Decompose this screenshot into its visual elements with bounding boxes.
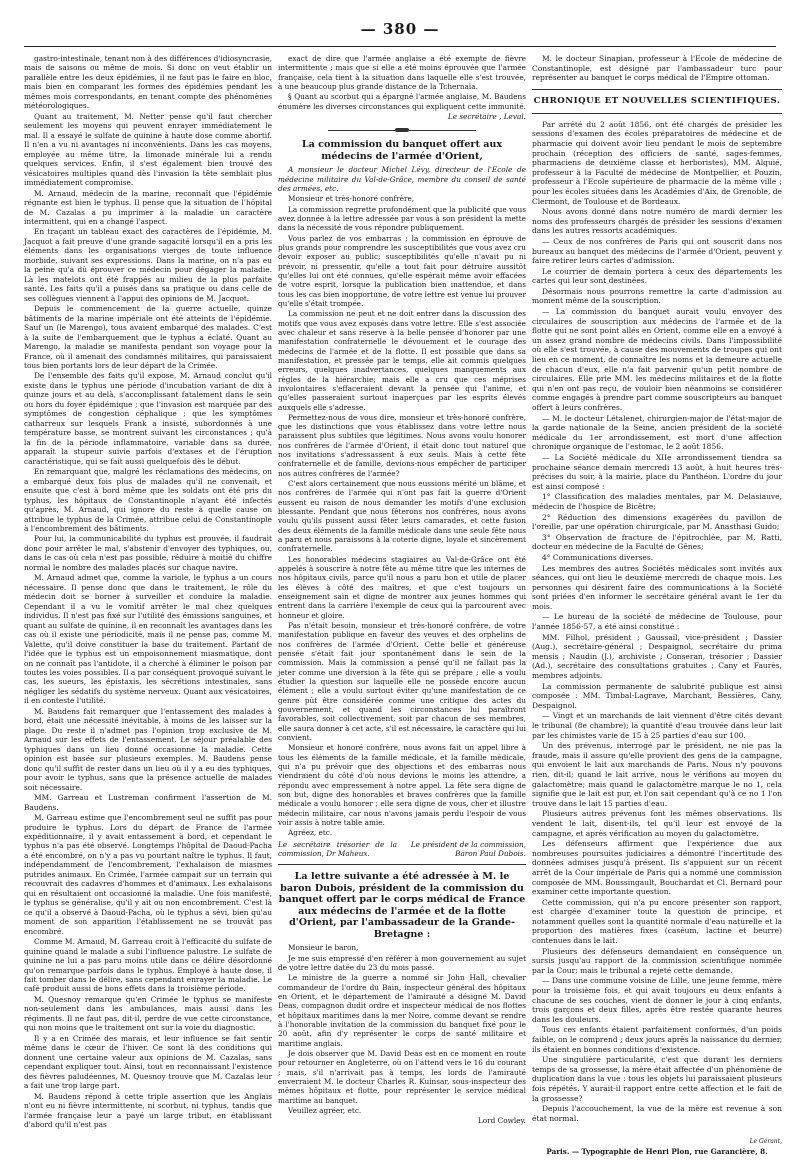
column-2-intro [278, 54, 526, 111]
commission-letter-body [278, 194, 526, 837]
paragraph: 3° Observation de fracture de l'épitrochlée, par M. Ratti, docteur en médecine de la Faculté de Gênes; [532, 532, 782, 552]
paragraph: Je dois observer que M. David Deas est en ce moment en route pour retourner en Angleterre, où on l'attend vers le 16 du courant ; mais, s'il n'arrivait pas à temps, les lords de l'amirauté enverraient M. le docteur Charles R. Kuinsar, sous-inspecteur des mêmes hôpitaux et flotte, pour représenter le service médical maritime au banquet. [278, 1048, 526, 1105]
signature-left: Le secrétaire trésorier de la commission, Dr Maheux. [278, 839, 398, 858]
paragraph: M. Arnaud, médecin de la marine, reconnaît que l'épidémie régnante est bien le typhus. Il pense que la situation de l'hôpital de M. Cazalas a pu imprimer à la maladie un caractère intermittent, qui en a changé l'aspect. [24, 188, 272, 226]
commission-letter-title: La commission du banquet offert aux médecins de l'armée d'Orient, [301, 139, 503, 162]
paragraph: Pour lui, la communicabilité du typhus est prouvée, il faudrait donc pour arrêter le mal, s'abstenir d'envoyer des typhiques, ou, dans le cas où cela n'est pas possible, réduire à moitié du chiffre normal le nombre des malades placés sur chaque navire. [24, 534, 272, 572]
paragraph: Pas n'était besoin, monsieur et très-honoré confrère, de votre manifestation publique en faveur des veuves et des orphelins de nos confrères de l'armée d'Orient. Cette belle et généreuse pensée s'était fait jour spontanément dans le sein de la commission. Mais la commission a pensé qu'il ne fallait pas la jeter comme une diversion à la fête qui se prépare ; elle a voulu étudier la question sur laquelle elle ne possède encore aucun élément ; elle a voulu surtout éviter qu'une manifestation de ce genre pût être considérée comme une critique des actes du gouvernement, et quand les circonstances lui paraîtront favorables, soit collectivement, soit par chacun de ses membres, elle saura donner à cet acte, s'il est nécessaire, le caractère qui lui convient. [278, 621, 527, 742]
paragraph: MM. Garreau et Lustreman confirment l'assertion de M. Baudens. [24, 793, 272, 812]
paragraph: — La commission du banquet aurait voulu envoyer des circulaires de souscription aux médecins de l'armée et de la flotte qui ne sont point allés en Orient, comme elle en a envoyé à un assez grand nombre de médecins civils. Dans l'impossibilité où elle s'est trouvée, à cause des mouvements de troupes qui ont lieu en ce moment, de connaître les noms et la demeure actuelle de chacun d'eux, elle n'a fait parvenir qu'un petit nombre de circulaires. Elle prie MM. les médecins militaires et de la flotte qui n'en ont pas reçu, de vouloir bien néanmoins se considérer comme engagés à prendre part comme souscripteurs au banquet offert à leurs confrères. [532, 307, 782, 412]
paragraph: Nous avons donné dans notre numéro de mardi dernier les noms des professeurs chargés de présider les sessions d'examen dans les autres ressorts académiques. [532, 207, 782, 236]
paragraph: Le courrier de demain portera à ceux des départements les cartes qui leur sont destinées. [532, 266, 782, 286]
paragraph: Il y a en Crimée des marais, et leur influence se fait sentir même dans le cœur de l'hiver. Ce sont là des conditions qui donnent une certaine valeur aux opinions de M. Cazalas, sans cependant expliquer tout. Ainsi, tout en reconnaissant l'existence des fièvres paludéennes, M. Quesnoy trouve que M. Cazalas leur a fait une trop large part. [24, 1033, 272, 1091]
paragraph: Permettez-nous de vous dire, monsieur et très-honoré confrère, que les distinctions que vous établissez dans votre lettre nous paraissent plus subtiles que légitimes. Nous avons voulu honorer nos confrères de l'armée d'Orient, il était donc tout naturel que nos invitations s'adressassent à eux seuls. Mais à cette fête confraternelle et de famille, devions-nous empêcher de participer nos autres confrères de l'armée? [278, 412, 526, 478]
column-3-intro: M. le docteur Sinapian, professeur à l'Ecole de médecine de Constantinople, est désigné par l'ambassadeur turc pour représenter au banquet le corps médical de l'Empire ottoman. [532, 54, 782, 83]
paragraph: Veuillez agréer, etc. [288, 1105, 362, 1115]
paragraph: — Le bureau de la société de médecine de Toulouse, pour l'année 1856-57, a été ainsi constitué : [532, 612, 782, 632]
british-letter-signature: Lord Cowley. [477, 1116, 526, 1126]
paragraph: M. Arnaud admet que, comme la variole, le typhus a un cours nécessaire. Il pense donc que dans le traitement, le rôle du médecin doit se borner à surveiller et conduire la maladie. Cependant il a vu le vomitif arrêter le mal chez quelques individus. Il n'est pas fixé sur l'utilité des émissions sanguines, et quant au sulfate de quinine, il en reconnaît les avantages dans les cas où il existe une périodicité, mais il ne pense pas, comme M. Valette, qu'il doive constituer la base du traitement. Partant de l'idée que le typhus est un empoisonnement miasmatique, dont on ne connaît pas l'antidote, il a cherché à éliminer le poison par toutes les voies possibles. Il a par conséquent provoqué suivant le cas, les sueurs, les épistaxis, les sécrétions intestinales, sans négliger les sédatifs du système nerveux. Quant aux vésicatoires, il en conteste l'utilité. [24, 573, 272, 706]
paragraph: Par arrêté du 2 août 1856, ont été chargés de présider les sessions d'examen des écoles préparatoires de médecine et de pharmacie qui doivent avoir lieu pendant le mois de septembre prochain (réception des officiers de santé, sages-femmes, pharmaciens de deuxième classe et herboristes), MM. Alquié, professeur à la Faculté de médecine de Montpellier, et Pouzin, professeur à l'Ecole supérieure de pharmacie de la même ville ; pour les écoles situées dans les Académies d'Aix, de Grenoble, de Clermont, de Toulouse et de Bordeaux. [532, 119, 782, 206]
paragraph: — Ceux de nos confrères de Paris qui ont souscrit dans nos bureaux au banquet des médecins de l'armée d'Orient, peuvent y faire retirer leurs cartes d'admission. [532, 236, 782, 266]
paragraph: La commission ne peut et ne doit entrer dans la discussion des motifs que vous avez exposés dans votre lettre. Elle s'est associée avec chaleur et sans réserve à la belle pensée d'honorer par une manifestation confraternelle le dévouement et le courage des médecins de l'armée et de la flotte. Il est possible que dans sa manifestation, et pressée par le temps, elle ait commis quelques erreurs, quelques inadvertances, quelques manquements aux règles de la hiérarchie; mais elle a cru que ces méprises involontaires s'effaceraient devant la pensée qui l'anime, et qu'elles passeraient surtout inaperçues par les esprits élevés auxquels elle s'adresse. [278, 309, 526, 412]
paragraph: C'est alors certainement que nous eussions mérité un blâme, et nos confrères de l'armée qui n'ont pas fait la guerre d'Orient eussent eu raison de nous demander les motifs d'une exclusion blessante. Pendant que nous fêterons nos confrères, nous avons voulu qu'ils pussent aussi fêter leurs camarades, et cette fusion des deux éléments de la famille médicale dans une seule fête nous a paru et nous paraissons à la coterie digne, loyale et sincèrement confraternelle. [278, 479, 526, 554]
paragraph: gastro-intestinale, tenant non à des différences d'idiosyncrasie, mais de saisons ou même de mois. Si donc on veut établir un parallèle entre les deux épidémies, il ne faut pas le faire en bloc, mais bien en comparant les formes des épidémies pendant les mêmes mois correspondants, en tenant compte des phénomènes météorologiques. [24, 54, 272, 111]
paragraph: Monsieur et honoré confrère, nous avons fait un appel libre à tous les éléments de la famille médicale, et la famille médicale, qui n'a pu prévoir que des objections et des embarras nous viendraient du côté d'où nous devions le moins les attendre, a répondu avec empressement à notre appel. La fête sera digne de son but, digne des honorables et braves confrères que la famille médicale a voulu honorer ; elle sera digne de vous, cher et illustre médecin militaire, car nous n'avons jamais perdu l'espoir de vous voir assis à notre table amie. [278, 743, 526, 827]
paragraph: Monsieur le baron, [288, 943, 359, 953]
paragraph: Vous parlez de vos embarras ; la commission en éprouve de plus grands pour comprendre les susceptibilités que vous avez cru devoir exposer au public; susceptibilités qu'elle n'avait pu ni prévoir, ni pressentir, qu'elle a tout fait pour détruire aussitôt qu'elles lui ont été connues, qu'elle espérait même avoir effacées de votre esprit, lorsque la publication bien inattendue, et dans tous les cas bien inopportune, de votre lettre est venue lui prouver qu'elle s'était trompée. [278, 233, 526, 308]
paragraph: Un des prévenus, interrogé par le président, ne nie pas la fraude, mais il assure qu'elle provient des gens de la campagne, qui envoient le lait aux marchands de Paris. Nous n'y pouvons rien, dit-il; quand le lait arrive, nous le vérifions au moyen du galactomètre; mais quand le galactomètre marque le no 1, cela signifie que le lait est pur, et l'on sait cependant qu'à ce no 1 l'on trouve dans le lait 15 parties d'eau. [532, 741, 782, 808]
secretary-signature: Le secrétaire , Leval. [447, 111, 526, 121]
paragraph: En remarquant que, malgré les réclamations des médecins, on a embarqué deux fois plus de malades qu'il ne convenait, et ensuite que c'est à bord même que les soldats ont été pris du typhus, les hôpitaux de Constantinople n'ayant été infectés qu'après, M. Arnaud, qui ignore du reste à quelle cause on attribue le typhus de la Crimée, attribue celui de Constantinople à l'encombrement des bâtiments. [24, 467, 272, 533]
paragraph: Depuis le commencement de la guerre actuelle, quinze bâtiments de la marine impériale ont été atteints de l'épidémie. Sauf un (le Marengo), tous avaient embarqué des malades. C'est à la suite de l'embarquement que le typhus a éclaté. Quant au Marengo, la maladie se manifesta pendant son voyage pour la France, où il amenait des condamnés militaires, qui paraissaient tous bien portants lors de leur départ de la Crimée. [24, 304, 272, 370]
paragraph: Agréez, etc. [288, 828, 333, 838]
chronicle-title: CHRONIQUE ET NOUVELLES SCIENTIFIQUES. [533, 95, 781, 106]
printer-line: Paris. — Typographie de Henri Plon, rue Garancière, 8. [546, 1147, 768, 1156]
paragraph: Les membres des autres Sociétés médicales sont invités aux séances, qui ont lieu le deuxième mercredi de chaque mois. Les personnes qui désirent faire des communications à la Société sont priées d'en informer le secrétaire général avant le 1er du mois. [532, 563, 782, 611]
page-footer [532, 1138, 782, 1156]
section-rule [278, 864, 526, 865]
paragraph: La commission permanente de salubrité publique est ainsi composée : MM. Timbal-Lagrave, Marchant, Bessières, Cany, Despaignol. [532, 681, 782, 710]
paragraph: MM. Filhol, président ; Gaussail, vice-président ; Dassier (Aug.), secrétaire-général ; Despaignol, secrétaire du prima mensis ; Naudin (J.), archiviste ; Conseran, trésorier ; Dassier (Ad.), secrétaire des consultations gratuites ; Cany et Faurès, membres adjoints. [532, 632, 782, 681]
paragraph: 4° Communications diverses. [542, 552, 654, 562]
paragraph: La commission regrette profondément que la publicité que vous avez donnée à la lettre adressée par vous à son président la mette dans la nécessité de vous répondre publiquement. [278, 204, 526, 233]
paragraph: — La Société médicale du XIIe arrondissement tiendra sa prochaine séance demain mercredi 13 août, à huit heures très-précises du soir, à la mairie, place du Panthéon. L'ordre du jour est ainsi composé : [532, 452, 782, 491]
paragraph: M. Baudens répond à cette triple assertion que les Anglais n'ont eu ni fièvre intermittente, ni scorbut, ni typhus, tandis que l'armée française leur a payé un large tribut, en établissant d'abord qu'il n'est pas [24, 1091, 272, 1130]
paragraph: — Dans une commune voisine de Lille, une jeune femme, mère pour la troisième fois, et qui avait toujours eu deux enfants à chacune de ses couches, vient de donner le jour à cinq enfants, trois garçons et deux filles, après être restée quarante heures dans les douleurs. [532, 976, 782, 1024]
paragraph: M. Quesnoy remarque qu'en Crimée le typhus se manifeste non-seulement dans les ambulances, mais aussi dans les régiments. Il ne faut pas, dit-il, perdre de vue cette circonstance, qui non moins que le traitement ont sur la voie du diagnostic. [24, 994, 272, 1033]
paragraph: Désormais nous pourrons remettre la carte d'admission au moment même de la souscription. [532, 286, 782, 306]
commission-letter-address: A monsieur le docteur Michel Lévy, directeur de l'Ecole de médecine militaire du Val-de-Grâce, membre du conseil de santé des armées, etc. [278, 165, 526, 193]
paragraph: Cette commission, qui n'a pu encore présenter son rapport, est chargée d'examiner toute la question de principe, et notamment quelles sont la quantité normale d'eau naturelle et la proportion des matières fixes (caséum, lactine et beurre) contenues dans le lait. [532, 897, 782, 946]
section-divider [328, 127, 476, 133]
paragraph: exact de dire que l'armée anglaise a été exempte de fièvre intermittente ; mais que si elle a été moins éprouvée que l'armée française, cela tient à la situation dans laquelle elle s'est trouvée, à une beaucoup plus grande distance de la Tchernaïa. [278, 54, 526, 91]
paragraph: Tous ces enfants étaient parfaitement conformés, d'un poids faible, on le comprend ; deux jours après la naissance du dernier, ils étaient en bonnes conditions d'existence. [532, 1025, 782, 1054]
commission-signatures [278, 840, 526, 859]
column-1 [24, 54, 272, 1131]
paragraph: Les honorables médecins stagiaires au Val-de-Grâce ont été appelés à souscrire à notre fête au même titre que les internes de nos hôpitaux civils, parce qu'il nous a paru bon et utile de placer les élèves à côté des maîtres, et que c'est toujours un enseignement sain et digne de montrer aux jeunes hommes qui entrent dans la carrière l'exemple de ceux qui la parcourent avec honneur et gloire. [278, 554, 526, 620]
british-letter-title: La lettre suivante a été adressée à M. le baron Dubois, président de la commission du banquet offert par le corps médical de France aux médecins de l'armée et de la flotte d'Orient, par l'ambassadeur de la Grande-Bretagne : [278, 871, 526, 940]
paragraph: — M. le docteur Létalenet, chirurgien-major de l'état-major de la garde nationale de la Seine, ancien président de la société médicale du 1er arrondissement, est mort d'une affection chronique organique de l'estomac, le 2 août 1856. [532, 413, 782, 452]
paragraph: Les défenseurs affirment que l'expérience due aux nombreuses poursuites judiciaires a démontré l'incertitude des données admises jusqu'à présent. Ils s'appuient sur un récent arrêt de la Cour impériale de Paris qui a nommé une commission composée de MM. Boussingault, Bouchardat et Cl. Bernard pour examiner cette importante question. [532, 839, 782, 897]
signature-right: Le président de la commission, Baron Paul Dubois. [410, 839, 526, 858]
paragraph: 2° Réduction des dimensions exagérées du pavillon de l'oreille, par une opération chirurgicale, par M. Anasthasi Guido; [532, 512, 782, 532]
paragraph: De l'ensemble des faits qu'il expose, M. Arnaud conclut qu'il existe dans le typhus une période d'incubation variant de dix à quinze jours et au delà, s'accomplissant fatalement dans le sein ou hors du foyer épidémique ; que l'invasion est marquée par des symptômes de congestion céphalique ; que les symptômes catharreux sur lesquels Frank a insisté, subordonnés à une température basse, se montrent suivant les circonstances ; qu'à la fin de la période inflammatoire, variable dans sa durée, apparaît la stupeur suivie parfois d'extases et de l'éruption caractéristique, qui se fait aussi quelquefois dès le début. [24, 371, 272, 466]
column-3 [532, 54, 782, 1124]
paragraph: Depuis l'accouchement, la vue de la mère est revenue à son état normal. [532, 1104, 782, 1123]
paragraph: Monsieur et très-honoré confrère, [288, 194, 415, 204]
paragraph: § Quant au scorbut qui a épargné l'armée anglaise, M. Baudens énumère les diverses circonstances qui expliquent cette immunité. [278, 92, 526, 111]
paragraph: 1° Classification des maladies mentales, par M. Delasiauve, médecin de l'hospice de Bicêtre; [532, 492, 782, 511]
paragraph: Le ministre de la guerre a nommé sir John Hall, chevalier commandeur de l'ordre du Bain, inspecteur général des hôpitaux en Orient, et le département de l'amirauté a désigné M. David Deas, compagnon dudit ordre et inspecteur médical de nos flottes et hôpitaux maritimes dans la mer Noire, comme devant se rendre à l'honorable invitation de la commission du banquet fixé pour le 20 août, afin d'y représenter le corps de santé militaire et maritime anglais. [278, 973, 526, 1048]
paragraph: En traçant un tableau exact des caractères de l'épidémie, M. Jacquot a fait preuve d'une grande sagacité lorsqu'il en a pris les éléments dans les organisations vierges de toute influence morbide, suivant ses expressions. Dans la marine, on n'a pas eu la peine qu'a dû éprouver ce médecin pour dégager la maladie. Là les matelots ont été frappés au milieu de la plus parfaite santé. Les faits qu'il a puisés dans sa pratique ou dans celle de ses collègues viennent à l'appui des opinions de M. Jacquot. [24, 227, 272, 303]
page-number: — 380 — [360, 20, 440, 38]
paragraph: Quant au traitement, M. Netter pense qu'il faut chercher seulement les moyens qui peuvent enrayer immédiatement le mal. Il a essayé le sulfate de quinine à haute dose comme abortif. Il n'en a vu ni avantages ni inconvénients. Dans les cas moyens, employée au même titre, la limonade minérale lui a rendu quelques services. Enfin, il s'est également bien trouvé des vésicatoires multiples quand dès l'invasion la tête semblait plus immédiatement compromise. [24, 111, 272, 188]
column-2 [278, 54, 526, 1126]
paragraph: Une singulière particularité, c'est que durant les derniers temps de sa grossesse, la mère était affectée d'un phénomène de duplication dans la vue : tous les objets lui paraissaient plusieurs fois répétés. Y aurait-il rapport entre cette affection et le fait de la grossesse? [532, 1055, 782, 1103]
paragraph: — Vingt et un marchands de lait viennent d'être cités devant le tribunal (8e chambre); la quantité d'eau trouvée dans leur lait par les chimistes varie de 15 à 25 parties d'eau sur 100. [532, 711, 782, 740]
paragraph: Je me suis empressé d'en référer à mon gouvernement au sujet de votre lettre datée du 23 du mois passé. [278, 953, 526, 972]
section-rule [532, 89, 782, 90]
paragraph: M. Garreau estime que l'encombrement seul ne suffit pas pour produire le typhus. Lors du départ de France de l'armée expéditionnaire, il y avait entassement à bord, et cependant le typhus n'a pas été observé. Longtemps l'hôpital de Daoud-Pacha a été encombré, on n'y a pas vu pourtant naître le typhus. Il faut, indépendamment de l'encombrement, l'exhalaison de miasmes putrides animaux. En Crimée, l'armée campait sur un terrain qui recouvrait des cadavres d'hommes et d'animaux. Les exhalaisons qui en résultaient ont occasionné la maladie. Une fois manifesté, le typhus se généralise, qu'il y ait ou non encombrement. C'est là ce qu'il a observé à Daoud-Pacha, où le typhus a sévi, bien qu'au moment de son apparition l'établissement ne se trouvât pas encombré. [24, 813, 272, 936]
gerant-label: Le Gérant, [749, 1138, 782, 1145]
chronicle-body [532, 120, 782, 1124]
british-letter-body [278, 943, 526, 1115]
paragraph: Comme M. Arnaud, M. Garreau croit à l'efficacité du sulfate de quinine quand le malade a subi l'influence palustre. Le sulfate de quinine ne lui a pas paru moins utile dans ce délire désordonné qu'on remarque parfois dans le typhus. Employé à haute dose, il fait tomber dans le délire, sans cependant enrayer la maladie. Le café produit aussi de bons effets dans la troisième période. [24, 937, 272, 994]
paragraph: Plusieurs des défenseurs demandaient en conséquence un sursis jusqu'au rapport de la commission scientifique nommée par la Cour; mais le tribunal a rejeté cette demande. [532, 946, 782, 975]
paragraph: Plusieurs autres prévenus font les mêmes observations. Ils vendent le lait, disent-ils, tel qu'il leur est envoyé de la campagne, et après vérification au moyen du galactomètre. [532, 809, 782, 838]
section-rule [532, 113, 782, 114]
header-rule [24, 46, 776, 47]
paragraph: M. Baudens fait remarquer que l'entassement des malades à bord, était une nécessité inévitable, à moins de les laisser sur la plage. Du reste il n'admet pas l'opinion trop exclusive de M. Arnaud sur les effets de l'entassement. Le séjour préalable des typhiques dans un lieu donné occasionne la maladie. Cette opinion est basée sur plusieurs exemples. M. Baudens pense donc qu'il suffit de rester dans un lieu où il y a eu des typhiques, pour avoir le typhus, sans que la présence actuelle de malades soit nécessaire. [24, 706, 272, 792]
